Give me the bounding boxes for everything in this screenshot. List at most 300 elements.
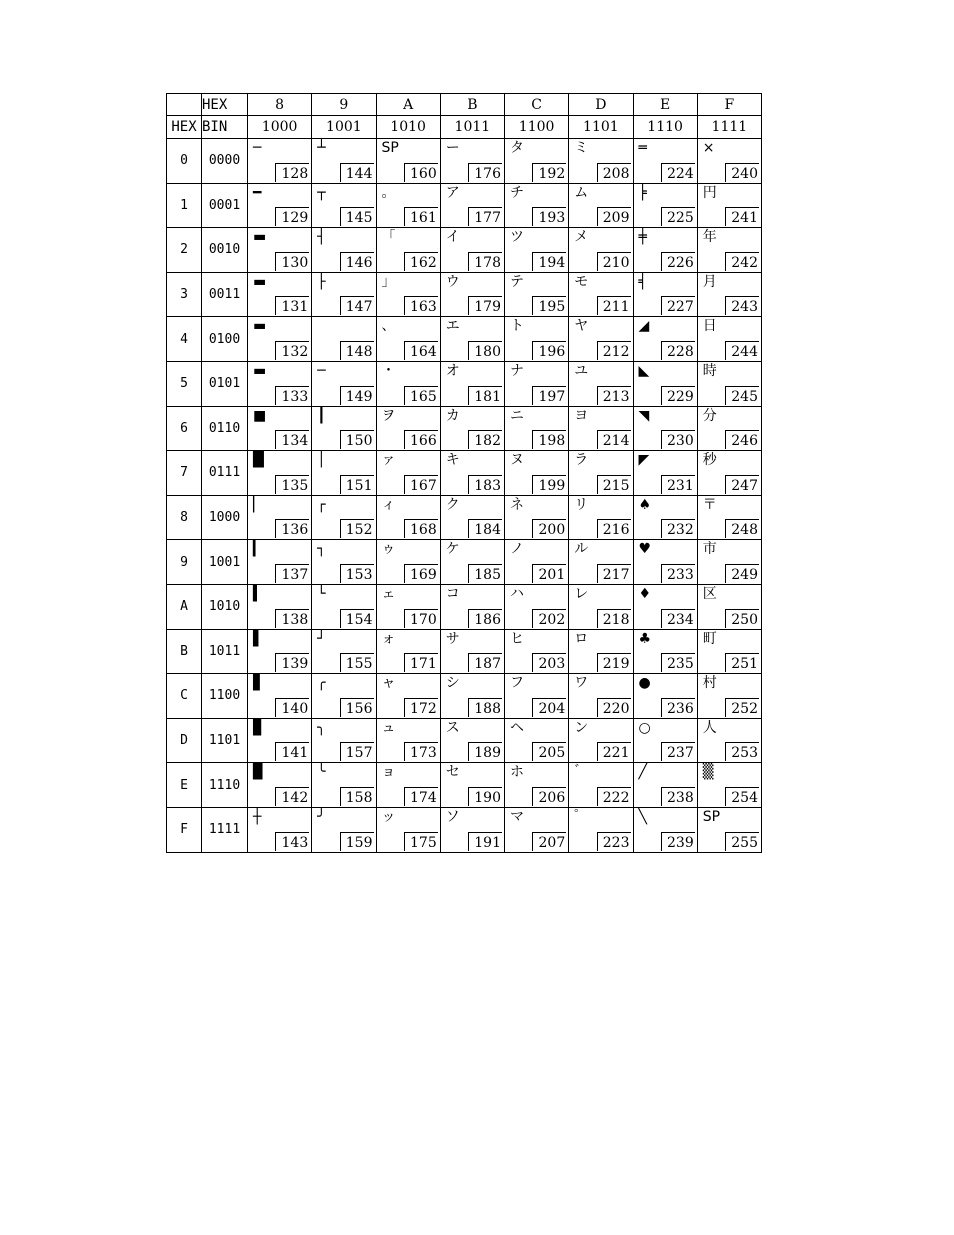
cell-code: 171 bbox=[404, 653, 438, 672]
table-row bbox=[167, 540, 762, 585]
code-cell bbox=[697, 629, 761, 674]
cell-glyph: マ bbox=[510, 808, 524, 825]
code-cell bbox=[376, 763, 440, 808]
code-cell bbox=[312, 584, 376, 629]
code-cell bbox=[440, 183, 504, 228]
code-cell bbox=[697, 718, 761, 763]
column-hex-c: C bbox=[505, 94, 569, 116]
code-cell bbox=[633, 139, 697, 184]
cell-glyph: ュ bbox=[381, 719, 396, 736]
cell-code: 218 bbox=[597, 609, 631, 628]
code-cell bbox=[569, 183, 633, 228]
cell-code: 183 bbox=[468, 475, 502, 494]
code-cell bbox=[248, 228, 312, 273]
code-cell bbox=[376, 629, 440, 674]
cell-glyph: ラ bbox=[574, 452, 589, 469]
code-cell bbox=[312, 629, 376, 674]
row-bin: 1111 bbox=[202, 807, 248, 852]
cell-code: 203 bbox=[532, 653, 566, 672]
cell-glyph: ■ bbox=[253, 407, 267, 424]
code-cell bbox=[312, 183, 376, 228]
cell-code: 180 bbox=[468, 341, 502, 360]
cell-glyph: ョ bbox=[381, 764, 396, 781]
code-cell bbox=[312, 807, 376, 852]
code-cell bbox=[248, 495, 312, 540]
row-hex: 4 bbox=[167, 317, 202, 362]
cell-code: 249 bbox=[725, 564, 759, 583]
cell-code: 173 bbox=[404, 742, 438, 761]
cell-code: 181 bbox=[468, 386, 502, 405]
cell-glyph: ユ bbox=[574, 362, 589, 379]
cell-code: 177 bbox=[468, 207, 502, 226]
cell-glyph: ╯ bbox=[317, 808, 326, 825]
cell-code: 130 bbox=[275, 252, 309, 271]
cell-code: 193 bbox=[532, 207, 566, 226]
cell-glyph: ♦ bbox=[638, 585, 652, 602]
code-cell bbox=[569, 228, 633, 273]
code-cell bbox=[505, 807, 569, 852]
cell-code: 204 bbox=[532, 698, 566, 717]
cell-code: 142 bbox=[275, 787, 309, 806]
cell-glyph: 区 bbox=[702, 585, 717, 602]
row-bin: 0001 bbox=[202, 183, 248, 228]
cell-glyph: ヒ bbox=[510, 630, 524, 647]
cell-code: 199 bbox=[532, 475, 566, 494]
cell-glyph: ▍ bbox=[253, 585, 264, 602]
column-hex-a: A bbox=[376, 94, 440, 116]
cell-code: 231 bbox=[661, 475, 695, 494]
code-cell bbox=[312, 718, 376, 763]
cell-code: 237 bbox=[661, 742, 695, 761]
cell-code: 161 bbox=[404, 207, 438, 226]
cell-glyph: ♣ bbox=[638, 630, 652, 647]
table-row bbox=[167, 807, 762, 852]
cell-code: 163 bbox=[404, 296, 438, 315]
cell-glyph: ┘ bbox=[317, 630, 326, 647]
cell-code: 128 bbox=[275, 163, 309, 182]
table-row bbox=[167, 228, 762, 273]
cell-code: 191 bbox=[468, 832, 502, 851]
cell-code: 226 bbox=[661, 252, 695, 271]
cell-glyph: 〒 bbox=[702, 496, 717, 513]
code-cell bbox=[569, 451, 633, 496]
row-hex: 7 bbox=[167, 451, 202, 496]
table-row bbox=[167, 763, 762, 808]
cell-glyph: 「 bbox=[381, 229, 396, 246]
cell-code: 172 bbox=[404, 698, 438, 717]
code-cell bbox=[248, 540, 312, 585]
cell-code: 162 bbox=[404, 252, 438, 271]
code-cell bbox=[633, 584, 697, 629]
cell-code: 209 bbox=[597, 207, 631, 226]
column-bin-8: 1000 bbox=[248, 116, 312, 139]
row-hex: 1 bbox=[167, 183, 202, 228]
row-bin: 1011 bbox=[202, 629, 248, 674]
row-bin: 1100 bbox=[202, 674, 248, 719]
cell-code: 131 bbox=[275, 296, 309, 315]
cell-code: 246 bbox=[725, 430, 759, 449]
cell-code: 216 bbox=[597, 519, 631, 538]
cell-glyph: サ bbox=[445, 630, 460, 647]
header-row-bin bbox=[167, 116, 762, 139]
cell-code: 186 bbox=[468, 609, 502, 628]
cell-glyph: 村 bbox=[702, 675, 717, 692]
cell-code: 150 bbox=[340, 430, 374, 449]
cell-code: 205 bbox=[532, 742, 566, 761]
cell-glyph: ╞ bbox=[638, 184, 647, 201]
code-cell bbox=[440, 139, 504, 184]
row-hex: F bbox=[167, 807, 202, 852]
code-cell bbox=[697, 272, 761, 317]
cell-glyph: ▋ bbox=[253, 675, 264, 692]
code-cell bbox=[440, 361, 504, 406]
cell-code: 138 bbox=[275, 609, 309, 628]
cell-code: 175 bbox=[404, 832, 438, 851]
row-bin: 0100 bbox=[202, 317, 248, 362]
cell-glyph: 日 bbox=[702, 318, 717, 335]
cell-glyph: ┌ bbox=[317, 496, 326, 513]
code-cell bbox=[440, 629, 504, 674]
code-cell bbox=[633, 718, 697, 763]
code-cell bbox=[569, 674, 633, 719]
code-cell bbox=[312, 540, 376, 585]
code-cell bbox=[376, 495, 440, 540]
row-hex: C bbox=[167, 674, 202, 719]
row-bin: 1010 bbox=[202, 584, 248, 629]
cell-glyph: ─ bbox=[317, 362, 326, 379]
row-bin: 1101 bbox=[202, 718, 248, 763]
code-cell bbox=[312, 406, 376, 451]
cell-code: 235 bbox=[661, 653, 695, 672]
cell-code: 132 bbox=[275, 341, 309, 360]
code-cell bbox=[505, 361, 569, 406]
row-bin: 1000 bbox=[202, 495, 248, 540]
cell-glyph: × bbox=[702, 140, 715, 156]
cell-code: 134 bbox=[275, 430, 309, 449]
cell-glyph: ン bbox=[574, 719, 589, 736]
cell-code: 222 bbox=[597, 787, 631, 806]
cell-glyph: ╲ bbox=[638, 808, 647, 825]
code-cell bbox=[440, 584, 504, 629]
code-cell bbox=[376, 139, 440, 184]
code-cell bbox=[505, 139, 569, 184]
cell-glyph: チ bbox=[510, 184, 524, 201]
cell-glyph: ェ bbox=[381, 585, 396, 602]
cell-code: 234 bbox=[661, 609, 695, 628]
cell-code: 219 bbox=[597, 653, 631, 672]
cell-glyph: ヌ bbox=[510, 452, 524, 469]
cell-glyph: オ bbox=[445, 362, 460, 379]
code-cell bbox=[505, 183, 569, 228]
cell-code: 159 bbox=[340, 832, 374, 851]
code-cell bbox=[312, 228, 376, 273]
code-cell bbox=[248, 718, 312, 763]
code-cell bbox=[248, 361, 312, 406]
cell-code: 223 bbox=[597, 832, 631, 851]
cell-code: 165 bbox=[404, 386, 438, 405]
cell-glyph: ◥ bbox=[638, 407, 650, 424]
cell-code: 251 bbox=[725, 653, 759, 672]
code-cell bbox=[376, 540, 440, 585]
code-cell bbox=[569, 406, 633, 451]
cell-code: 166 bbox=[404, 430, 438, 449]
cell-code: 153 bbox=[340, 564, 374, 583]
row-hex: E bbox=[167, 763, 202, 808]
code-cell bbox=[248, 183, 312, 228]
cell-code: 254 bbox=[725, 787, 759, 806]
code-cell bbox=[312, 451, 376, 496]
cell-code: 160 bbox=[404, 163, 438, 182]
table-row bbox=[167, 272, 762, 317]
column-bin-f: 1111 bbox=[697, 116, 761, 139]
cell-code: 143 bbox=[275, 832, 309, 851]
table-body bbox=[167, 139, 762, 853]
code-cell bbox=[569, 495, 633, 540]
code-cell bbox=[633, 272, 697, 317]
code-cell bbox=[440, 807, 504, 852]
code-cell bbox=[376, 451, 440, 496]
code-cell bbox=[697, 763, 761, 808]
cell-code: 243 bbox=[725, 296, 759, 315]
row-hex-label: HEX bbox=[167, 116, 202, 139]
cell-glyph: ー bbox=[445, 140, 460, 156]
cell-glyph: ャ bbox=[381, 675, 396, 692]
cell-glyph: ス bbox=[445, 719, 460, 736]
cell-glyph: ホ bbox=[510, 764, 524, 781]
code-cell bbox=[633, 540, 697, 585]
code-cell bbox=[440, 718, 504, 763]
code-cell bbox=[376, 272, 440, 317]
cell-glyph: ハ bbox=[510, 585, 524, 602]
cell-code: 176 bbox=[468, 163, 502, 182]
cell-code: 232 bbox=[661, 519, 695, 538]
table-row bbox=[167, 629, 762, 674]
row-hex: 9 bbox=[167, 540, 202, 585]
cell-glyph: ╡ bbox=[638, 273, 647, 290]
row-hex: 0 bbox=[167, 139, 202, 184]
cell-code: 148 bbox=[340, 341, 374, 360]
code-cell bbox=[248, 406, 312, 451]
cell-code: 146 bbox=[340, 252, 374, 271]
code-cell bbox=[440, 451, 504, 496]
header-corner bbox=[167, 94, 202, 116]
code-cell bbox=[569, 272, 633, 317]
column-hex-b: B bbox=[440, 94, 504, 116]
code-cell bbox=[505, 763, 569, 808]
cell-code: 147 bbox=[340, 296, 374, 315]
code-cell bbox=[505, 540, 569, 585]
code-cell bbox=[697, 361, 761, 406]
code-cell bbox=[697, 674, 761, 719]
cell-glyph: SP bbox=[702, 808, 721, 825]
code-cell bbox=[569, 139, 633, 184]
cell-code: 229 bbox=[661, 386, 695, 405]
cell-glyph: カ bbox=[445, 407, 460, 424]
cell-code: 170 bbox=[404, 609, 438, 628]
table-row bbox=[167, 451, 762, 496]
cell-code: 221 bbox=[597, 742, 631, 761]
row-hex: A bbox=[167, 584, 202, 629]
row-hex: 6 bbox=[167, 406, 202, 451]
cell-glyph: シ bbox=[445, 675, 460, 692]
cell-glyph: ナ bbox=[510, 362, 524, 379]
row-bin: 0010 bbox=[202, 228, 248, 273]
cell-glyph: ォ bbox=[381, 630, 396, 647]
header-bin-label: BIN bbox=[202, 116, 248, 139]
row-hex: 2 bbox=[167, 228, 202, 273]
cell-code: 242 bbox=[725, 252, 759, 271]
header-hex-label: HEX bbox=[202, 94, 248, 116]
code-cell bbox=[633, 807, 697, 852]
cell-glyph: ╮ bbox=[317, 719, 326, 736]
cell-glyph: │ bbox=[317, 452, 326, 469]
code-cell bbox=[633, 317, 697, 362]
code-cell bbox=[312, 495, 376, 540]
table-row bbox=[167, 183, 762, 228]
cell-glyph: 町 bbox=[702, 630, 717, 647]
table-row bbox=[167, 584, 762, 629]
cell-glyph: ┼ bbox=[253, 808, 262, 825]
cell-glyph: ワ bbox=[574, 675, 589, 692]
cell-glyph: イ bbox=[445, 229, 460, 246]
cell-code: 145 bbox=[340, 207, 374, 226]
code-cell bbox=[440, 540, 504, 585]
cell-glyph: ┃ bbox=[317, 407, 326, 424]
cell-glyph: ク bbox=[445, 496, 460, 513]
column-hex-f: F bbox=[697, 94, 761, 116]
cell-glyph: ▊ bbox=[253, 719, 264, 736]
cell-code: 156 bbox=[340, 698, 374, 717]
row-bin: 1001 bbox=[202, 540, 248, 585]
cell-code: 189 bbox=[468, 742, 502, 761]
cell-code: 201 bbox=[532, 564, 566, 583]
cell-glyph: ネ bbox=[510, 496, 524, 513]
code-cell bbox=[312, 317, 376, 362]
code-cell bbox=[248, 763, 312, 808]
cell-glyph: ╰ bbox=[317, 764, 326, 781]
cell-glyph: 、 bbox=[381, 318, 396, 335]
code-cell bbox=[376, 361, 440, 406]
cell-code: 158 bbox=[340, 787, 374, 806]
cell-glyph: 円 bbox=[702, 184, 717, 201]
code-cell bbox=[569, 629, 633, 674]
code-cell bbox=[697, 451, 761, 496]
character-code-table bbox=[166, 93, 762, 853]
cell-code: 187 bbox=[468, 653, 502, 672]
cell-code: 220 bbox=[597, 698, 631, 717]
code-cell bbox=[569, 584, 633, 629]
row-bin: 0011 bbox=[202, 272, 248, 317]
code-cell bbox=[248, 674, 312, 719]
cell-code: 169 bbox=[404, 564, 438, 583]
code-cell bbox=[697, 540, 761, 585]
row-bin: 0101 bbox=[202, 361, 248, 406]
table-header bbox=[167, 94, 762, 139]
code-cell bbox=[376, 674, 440, 719]
cell-code: 225 bbox=[661, 207, 695, 226]
column-bin-a: 1010 bbox=[376, 116, 440, 139]
cell-glyph: ▬ bbox=[253, 273, 267, 290]
code-cell bbox=[505, 718, 569, 763]
cell-glyph: ━ bbox=[253, 184, 262, 201]
code-cell bbox=[633, 629, 697, 674]
cell-glyph: ノ bbox=[510, 541, 524, 558]
row-hex: D bbox=[167, 718, 202, 763]
cell-glyph: ◤ bbox=[638, 452, 650, 469]
cell-glyph: ・ bbox=[381, 362, 396, 379]
code-cell bbox=[440, 406, 504, 451]
row-bin: 1110 bbox=[202, 763, 248, 808]
cell-glyph: フ bbox=[510, 675, 524, 692]
cell-code: 197 bbox=[532, 386, 566, 405]
cell-code: 210 bbox=[597, 252, 631, 271]
cell-glyph: ヘ bbox=[510, 719, 524, 736]
row-hex: 8 bbox=[167, 495, 202, 540]
cell-code: 198 bbox=[532, 430, 566, 449]
cell-glyph: ◢ bbox=[638, 318, 650, 335]
cell-code: 215 bbox=[597, 475, 631, 494]
row-hex: 5 bbox=[167, 361, 202, 406]
cell-glyph: ミ bbox=[574, 140, 589, 156]
cell-glyph: ▬ bbox=[253, 229, 267, 246]
cell-glyph: ▒ bbox=[702, 764, 714, 781]
cell-code: 214 bbox=[597, 430, 631, 449]
cell-code: 140 bbox=[275, 698, 309, 717]
code-cell bbox=[248, 807, 312, 852]
code-cell bbox=[376, 228, 440, 273]
cell-code: 136 bbox=[275, 519, 309, 538]
cell-code: 184 bbox=[468, 519, 502, 538]
cell-code: 185 bbox=[468, 564, 502, 583]
code-cell bbox=[376, 718, 440, 763]
code-cell bbox=[697, 584, 761, 629]
row-hex: 3 bbox=[167, 272, 202, 317]
column-bin-d: 1101 bbox=[569, 116, 633, 139]
column-bin-b: 1011 bbox=[440, 116, 504, 139]
cell-glyph: コ bbox=[445, 585, 460, 602]
cell-glyph: ┤ bbox=[317, 229, 326, 246]
code-cell bbox=[505, 317, 569, 362]
cell-code: 206 bbox=[532, 787, 566, 806]
cell-glyph: ♠ bbox=[638, 496, 652, 513]
cell-code: 190 bbox=[468, 787, 502, 806]
cell-code: 208 bbox=[597, 163, 631, 182]
cell-code: 151 bbox=[340, 475, 374, 494]
cell-code: 168 bbox=[404, 519, 438, 538]
cell-glyph: ヤ bbox=[574, 318, 589, 335]
cell-glyph: ィ bbox=[381, 496, 396, 513]
table-row bbox=[167, 317, 762, 362]
code-cell bbox=[248, 272, 312, 317]
cell-glyph: ル bbox=[574, 541, 589, 558]
code-cell bbox=[312, 674, 376, 719]
code-cell bbox=[697, 317, 761, 362]
cell-code: 192 bbox=[532, 163, 566, 182]
cell-glyph: ニ bbox=[510, 407, 524, 424]
cell-glyph: エ bbox=[445, 318, 460, 335]
code-cell bbox=[505, 228, 569, 273]
code-cell bbox=[697, 807, 761, 852]
cell-code: 174 bbox=[404, 787, 438, 806]
cell-glyph: テ bbox=[510, 273, 524, 290]
code-cell bbox=[376, 183, 440, 228]
cell-code: 133 bbox=[275, 386, 309, 405]
code-cell bbox=[505, 495, 569, 540]
code-cell bbox=[697, 139, 761, 184]
cell-code: 224 bbox=[661, 163, 695, 182]
table-row bbox=[167, 495, 762, 540]
code-cell bbox=[376, 807, 440, 852]
